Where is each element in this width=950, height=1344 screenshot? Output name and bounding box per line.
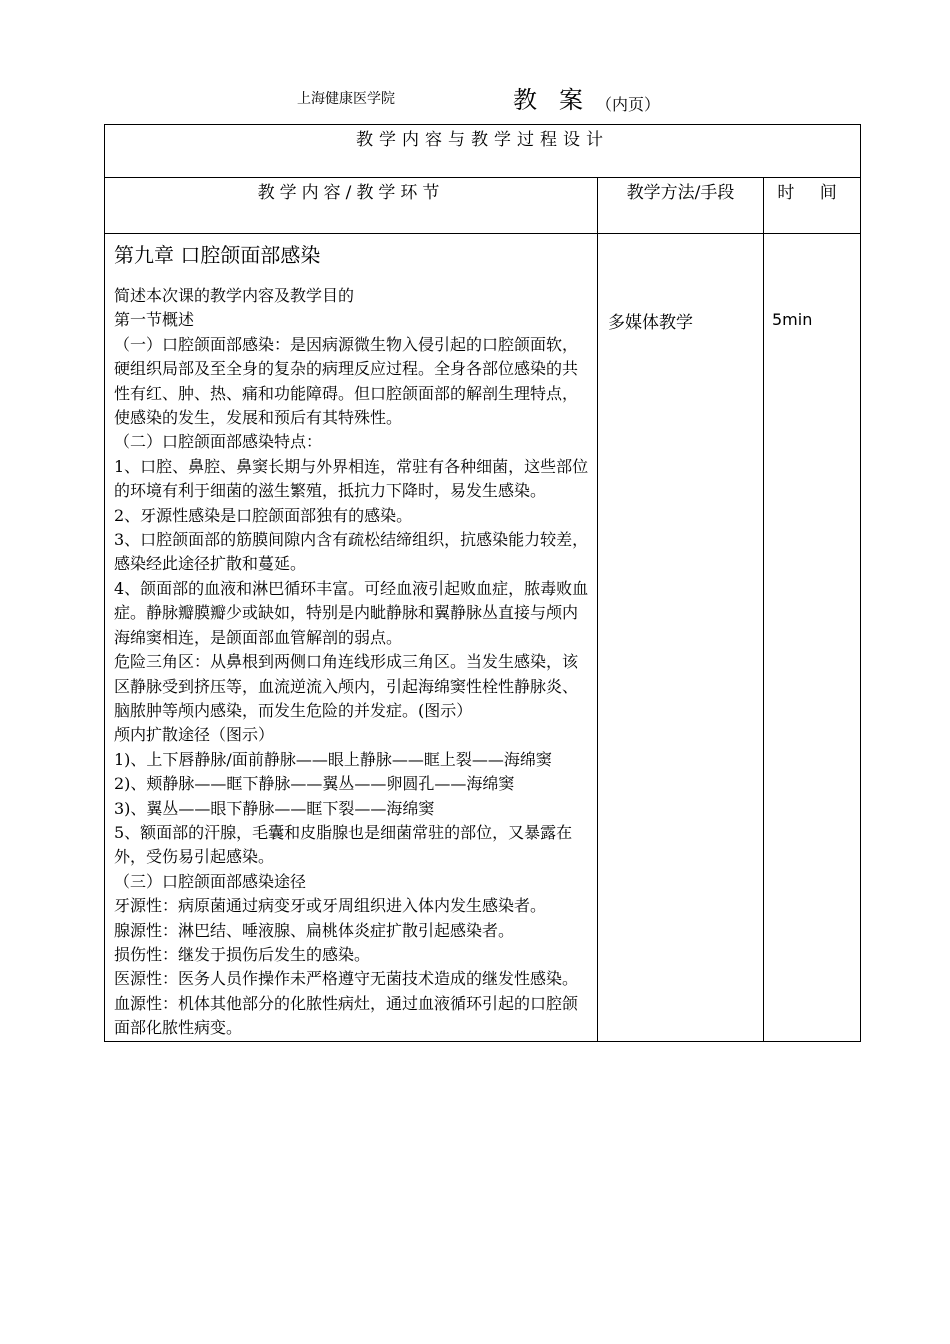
content-paragraph: 1、口腔、鼻腔、鼻窦长期与外界相连，常驻有各种细菌，这些部位的环境有利于细菌的滋生繁殖，抵抗力下降时，易发生感染。 bbox=[114, 456, 589, 501]
content-paragraph: 1)、上下唇静脉/面前静脉——眼上静脉——眶上裂——海绵窦 bbox=[114, 749, 552, 769]
content-paragraph: 简述本次课的教学内容及教学目的 bbox=[114, 286, 355, 305]
content-paragraph: 血源性：机体其他部分的化脓性病灶，通过血液循环引起的口腔颌面部化脓性病变。 bbox=[114, 993, 579, 1038]
content-paragraph: （二）口腔颌面部感染特点： bbox=[114, 432, 323, 452]
content-paragraph: 牙源性：病原菌通过病变牙或牙周组织进入体内发生感染者。 bbox=[114, 896, 547, 916]
time-cell: 5min bbox=[764, 234, 861, 1042]
content-paragraph: 2、牙源性感染是口腔颌面部独有的感染。 bbox=[114, 505, 413, 525]
table-title: 教学内容与教学过程设计 bbox=[105, 125, 861, 178]
lesson-plan-table bbox=[104, 124, 861, 1042]
header-time: 时 间 bbox=[764, 178, 861, 234]
content-paragraph: （三）口腔颌面部感染途径 bbox=[114, 871, 307, 891]
content-paragraph: 腺源性：淋巴结、唾液腺、扁桃体炎症扩散引起感染者。 bbox=[114, 920, 515, 940]
header-content: 教学内容/教学环节 bbox=[105, 178, 598, 234]
content-row bbox=[105, 234, 861, 1042]
content-paragraph: 第一节概述 bbox=[114, 310, 195, 330]
content-paragraph: 2)、颊静脉——眶下静脉——翼丛——卵圆孔——海绵窦 bbox=[114, 774, 515, 794]
content-paragraph: 颅内扩散途径（图示） bbox=[114, 725, 275, 745]
chapter-title: 第九章 口腔颌面部感染 bbox=[114, 243, 321, 267]
content-paragraph: 医源性：医务人员作操作未严格遵守无菌技术造成的继发性感染。 bbox=[114, 969, 579, 989]
content-paragraph: 5、额面部的汗腺，毛囊和皮脂腺也是细菌常驻的部位，又暴露在外，受伤易引起感染。 bbox=[114, 822, 573, 867]
title-char-1: 教 bbox=[513, 86, 537, 114]
content-paragraph: 损伤性：继发于损伤后发生的感染。 bbox=[114, 944, 371, 964]
content-cell bbox=[105, 234, 598, 1042]
title-char-2: 案 bbox=[559, 86, 583, 114]
content-paragraph: 4、颌面部的血液和淋巴循环丰富。可经血液引起败血症，脓毒败血症。静脉瓣膜瓣少或缺如，特别是内眦静脉和翼静脉丛直接与颅内海绵窦相连，是颌面部血管解剖的弱点。 bbox=[114, 578, 589, 647]
document-title bbox=[513, 80, 583, 115]
content-body bbox=[114, 284, 591, 1041]
content-paragraph: 危险三角区：从鼻根到两侧口角连线形成三角区。当发生感染，该区静脉受到挤压等，血流逆流入颅内，引起海绵窦性栓性静脉炎、脑脓肿等颅内感染，而发生危险的并发症。(图示） bbox=[114, 652, 579, 720]
content-paragraph: （一）口腔颌面部感染：是因病源微生物入侵引起的口腔颌面软，硬组织局部及至全身的复杂的病理反应过程。全身各部位感染的共性有红、肿、热、痛和功能障碍。但口腔颌面部的解剖生理特点，使感染的发生，发展和预后有其特殊性。 bbox=[114, 334, 579, 428]
content-paragraph: 3、口腔颌面部的筋膜间隙内含有疏松结缔组织，抗感染能力较差，感染经此途径扩散和蔓延。 bbox=[114, 530, 589, 574]
table-header-row bbox=[105, 178, 861, 234]
header-method: 教学方法/手段 bbox=[598, 178, 764, 234]
document-subtitle: （内页） bbox=[596, 95, 661, 114]
method-cell: 多媒体教学 bbox=[598, 234, 764, 1042]
school-name: 上海健康医学院 bbox=[297, 91, 395, 107]
content-paragraph: 3)、翼丛——眼下静脉——眶下裂——海绵窦 bbox=[114, 798, 435, 818]
page-header bbox=[0, 80, 950, 120]
table-title-row bbox=[105, 125, 861, 178]
